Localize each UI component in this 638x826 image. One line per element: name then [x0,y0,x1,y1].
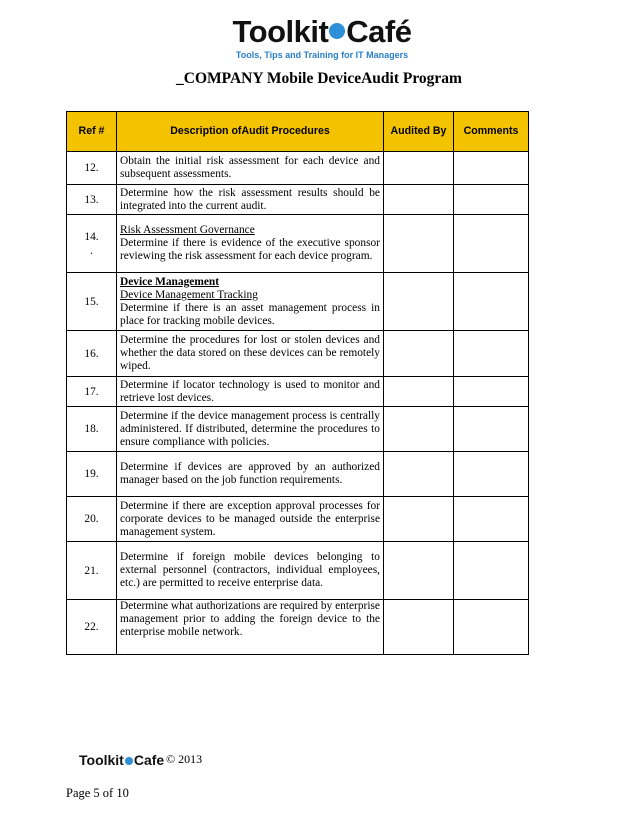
table-row [67,407,529,452]
description-text: Determine if there is evidence of the executive sponsor reviewing the risk assessment for each device program. [120,237,380,262]
description-text: Obtain the initial risk assessment for each device and subsequent assessments. [120,155,380,180]
page-number: Page 5 of 10 [66,786,129,800]
table-row [67,215,529,273]
audited-by-cell [384,452,454,497]
description-cell [117,600,384,655]
header-audited-by: Audited By [384,112,454,152]
ref-cell: 13. [67,185,117,215]
description-text: Determine how the risk assessment results should be integrated into the current audit. [120,186,380,212]
description-cell [117,152,384,185]
description-cell [117,215,384,273]
audited-by-cell [384,273,454,331]
ref-cell: 21. [67,542,117,600]
header-ref: Ref # [67,112,117,152]
description-text: Determine the procedures for lost or stolen devices and whether the data stored on these devices can be remotely wiped. [120,334,380,372]
table-row [67,273,529,331]
audited-by-cell [384,215,454,273]
table-row [67,152,529,185]
comments-cell [454,152,529,185]
table-row [67,377,529,407]
description-cell [117,452,384,497]
table-row [67,542,529,600]
comments-cell [454,215,529,273]
toolkit-cafe-logo [207,14,437,66]
table-row [67,185,529,215]
audited-by-cell [384,497,454,542]
header-comments: Comments [454,112,529,152]
description-text: Determine if devices are approved by an authorized manager based on the job function requirements. [120,461,380,486]
footer-logo: Toolkit Cafe [79,752,165,768]
audited-by-cell [384,407,454,452]
section-subheading: Device Management Tracking [120,288,258,301]
ref-cell: 15. [67,273,117,331]
ref-cell: 19. [67,452,117,497]
description-cell [117,542,384,600]
description-cell [117,185,384,215]
comments-cell [454,331,529,377]
table-row [67,331,529,377]
header-description: Description ofAudit Procedures [117,112,384,152]
comments-cell [454,407,529,452]
description-text: Determine if locator technology is used to monitor and retrieve lost devices. [120,378,380,404]
description-cell [117,273,384,331]
audited-by-cell [384,600,454,655]
comments-cell [454,497,529,542]
audit-procedures-table [66,111,529,655]
document-title: _COMPANY Mobile DeviceAudit Program [176,70,462,87]
section-subheading: Risk Assessment Governance [120,224,255,236]
coffee-cup-icon [329,23,345,39]
description-text: Determine if the device management process is centrally administered. If distributed, determine the procedures to ensure compliance with policies. [120,409,380,448]
audited-by-cell [384,542,454,600]
comments-cell [454,185,529,215]
logo-tagline: Tools, Tips and Training for IT Managers [235,50,409,60]
copyright: © 2013 [166,752,203,766]
description-text: Determine what authorizations are required by enterprise management prior to adding the foreign device to the enterprise mobile network. [120,600,380,638]
logo-wordmark: Toolkit Café [232,14,412,49]
ref-cell: 18. [67,407,117,452]
comments-cell [454,377,529,407]
ref-cell: 22. [67,600,117,655]
audited-by-cell [384,152,454,185]
ref-cell: 17. [67,377,117,407]
ref-cell: 20. [67,497,117,542]
description-text: Determine if foreign mobile devices belonging to external personnel (contractors, individual employees, etc.) are permitted to receive enterprise data. [120,551,380,589]
table-row [67,497,529,542]
table-row [67,452,529,497]
ref-cell: 12. [67,152,117,185]
ref-cell: 16. [67,331,117,377]
description-cell [117,407,384,452]
description-cell [117,331,384,377]
description-text: Determine if there are exception approval processes for corporate devices to be managed outside the enterprise management system. [120,499,380,538]
description-cell [117,377,384,407]
comments-cell [454,273,529,331]
coffee-cup-icon [125,757,133,765]
description-text: Determine if there is an asset management process in place for tracking mobile devices. [120,301,380,327]
description-cell [117,497,384,542]
table-header-row [67,112,529,152]
ref-cell: 14. . [67,215,117,273]
section-heading: Device Management [120,275,220,288]
comments-cell [454,542,529,600]
audited-by-cell [384,377,454,407]
table-row [67,600,529,655]
comments-cell [454,600,529,655]
audited-by-cell [384,185,454,215]
comments-cell [454,452,529,497]
audited-by-cell [384,331,454,377]
